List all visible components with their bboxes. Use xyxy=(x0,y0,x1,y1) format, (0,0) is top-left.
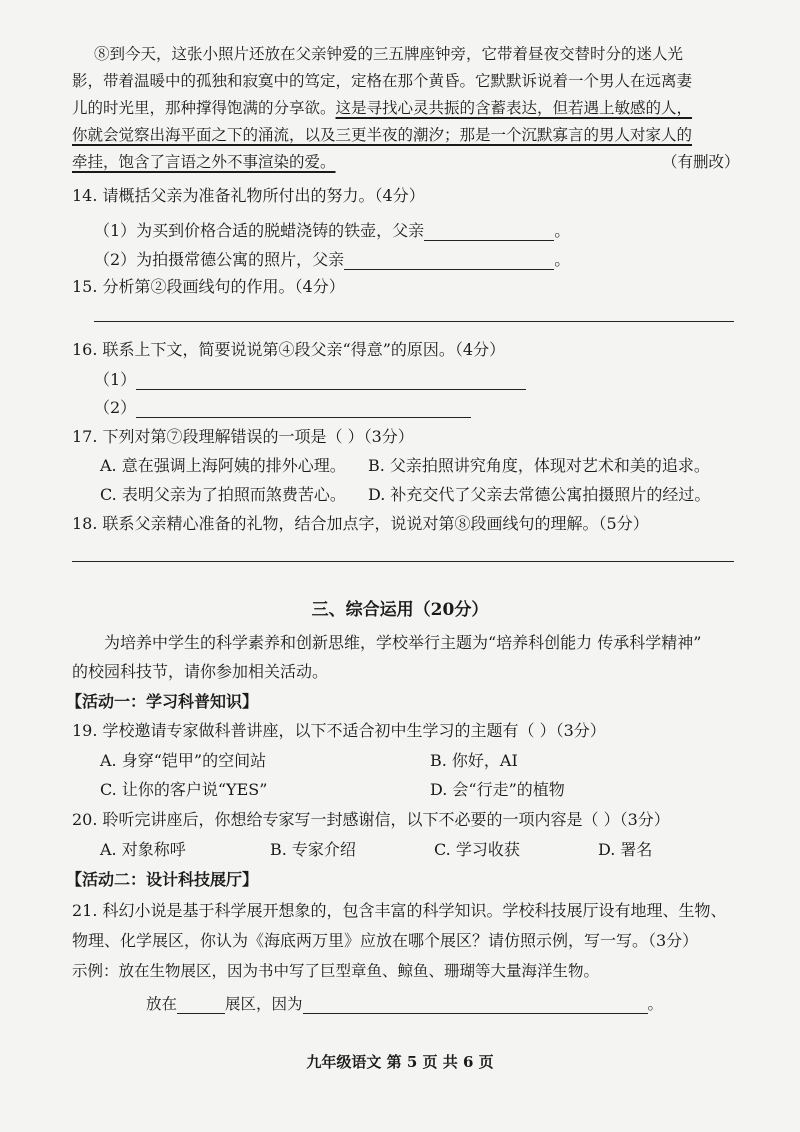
option-c[interactable]: C. 表明父亲为了拍照而煞费苦心。 xyxy=(100,485,346,504)
item-text: （1）为买到价格合适的脱蜡浇铸的铁壶，父亲 xyxy=(94,221,425,240)
end-mark: 。 xyxy=(554,221,571,240)
answer-prefix: 放在 xyxy=(146,995,178,1013)
end-mark: 。 xyxy=(554,250,571,269)
item-text: （2）为拍摄常德公寓的照片，父亲 xyxy=(94,250,345,269)
question-18-stem: 18. 联系父亲精心准备的礼物，结合加点字，说说对第⑧段画线句的理解。（5分） xyxy=(72,514,649,533)
section-intro: 为培养中学生的科学素养和创新思维，学校举行主题为“培养科创能力 传承科学精神” xyxy=(104,633,702,652)
passage-line: ⑧到今天，这张小照片还放在父亲钟爱的三五牌座钟旁，它带着昼夜交替时分的迷人光 xyxy=(94,45,684,63)
answer-blank[interactable] xyxy=(177,997,225,1014)
question-21-answer xyxy=(146,994,663,1014)
option-a[interactable]: A. 意在强调上海阿姨的排外心理。 xyxy=(100,456,346,475)
section-title: 三、综合运用（20分） xyxy=(311,600,489,620)
underlined-sentence: 你就会觉察出海平面之下的涌流，以及三更半夜的潮汐；那是一个沉默寡言的男人对家人的 xyxy=(72,126,693,144)
passage-line xyxy=(72,98,692,118)
option-a[interactable]: A. 对象称呼 xyxy=(100,840,186,859)
underlined-sentence: 牵挂，饱含了言语之外不事渲染的爱。 xyxy=(72,153,336,171)
option-b[interactable]: B. 父亲拍照讲究角度，体现对艺术和美的追求。 xyxy=(368,456,710,475)
answer-middle: 展区，因为 xyxy=(225,995,303,1013)
question-19-stem: 19. 学校邀请专家做科普讲座，以下不适合初中生学习的主题有（ ）（3分） xyxy=(72,721,606,740)
answer-blank[interactable] xyxy=(136,401,471,418)
option-d[interactable]: D. 会“行走”的植物 xyxy=(430,780,565,799)
activity-1-heading: 【活动一：学习科普知识】 xyxy=(66,692,259,711)
passage-source: （有删改） xyxy=(662,153,740,171)
option-a[interactable]: A. 身穿“铠甲”的空间站 xyxy=(100,751,267,770)
underlined-sentence: 这是寻找心灵共振的含蓄表达，但若遇上敏感的人， xyxy=(335,99,693,117)
question-16-item-1 xyxy=(94,370,526,390)
option-c[interactable]: C. 学习收获 xyxy=(434,840,520,859)
question-14-item-2 xyxy=(94,250,570,270)
question-21-stem: 物理、化学展区，你认为《海底两万里》应放在哪个展区？请仿照示例，写一写。（3分） xyxy=(72,931,699,950)
answer-blank[interactable] xyxy=(344,253,554,270)
section-intro: 的校园科技节，请你参加相关活动。 xyxy=(72,662,329,681)
option-b[interactable]: B. 你好，AI xyxy=(430,751,518,770)
question-21-stem: 21. 科幻小说是基于科学展开想象的，包含丰富的科学知识。学校科技展厅设有地理、生物、 xyxy=(72,901,727,920)
option-d[interactable]: D. 署名 xyxy=(598,840,653,859)
answer-blank[interactable] xyxy=(303,997,648,1014)
question-14-item-1 xyxy=(94,221,570,241)
answer-line[interactable] xyxy=(72,561,734,562)
question-17-stem: 17. 下列对第⑦段理解错误的一项是（ ）（3分） xyxy=(72,427,414,446)
page-footer: 九年级语文 第 5 页 共 6 页 xyxy=(306,1053,494,1071)
question-20-stem: 20. 聆听完讲座后，你想给专家写一封感谢信，以下不必要的一项内容是（ ）（3分） xyxy=(72,810,670,829)
passage-line: 影，带着温暖中的孤独和寂寞中的笃定，定格在那个黄昏。它默默诉说着一个男人在远离妻 xyxy=(72,72,693,90)
option-d[interactable]: D. 补充交代了父亲去常德公寓拍摄照片的经过。 xyxy=(368,485,711,504)
question-21-example: 示例：放在生物展区，因为书中写了巨型章鱼、鲸鱼、珊瑚等大量海洋生物。 xyxy=(72,962,600,980)
activity-2-heading: 【活动二：设计科技展厅】 xyxy=(66,870,259,889)
answer-line[interactable] xyxy=(94,321,734,322)
end-mark: 。 xyxy=(647,995,664,1013)
item-text: （2） xyxy=(94,398,137,417)
question-14-stem: 14. 请概括父亲为准备礼物所付出的努力。（4分） xyxy=(72,186,425,205)
item-text: （1） xyxy=(94,370,137,389)
answer-blank[interactable] xyxy=(136,373,526,390)
option-b[interactable]: B. 专家介绍 xyxy=(270,840,356,859)
passage-line xyxy=(72,152,336,172)
passage-text: 儿的时光里，那种撑得饱满的分享欲。 xyxy=(72,99,336,117)
answer-blank[interactable] xyxy=(424,224,554,241)
question-16-stem: 16. 联系上下文，简要说说第④段父亲“得意”的原因。（4分） xyxy=(72,340,506,359)
question-16-item-2 xyxy=(94,398,471,418)
option-c[interactable]: C. 让你的客户说“YES” xyxy=(100,780,268,799)
question-15-stem: 15. 分析第②段画线句的作用。（4分） xyxy=(72,277,345,296)
